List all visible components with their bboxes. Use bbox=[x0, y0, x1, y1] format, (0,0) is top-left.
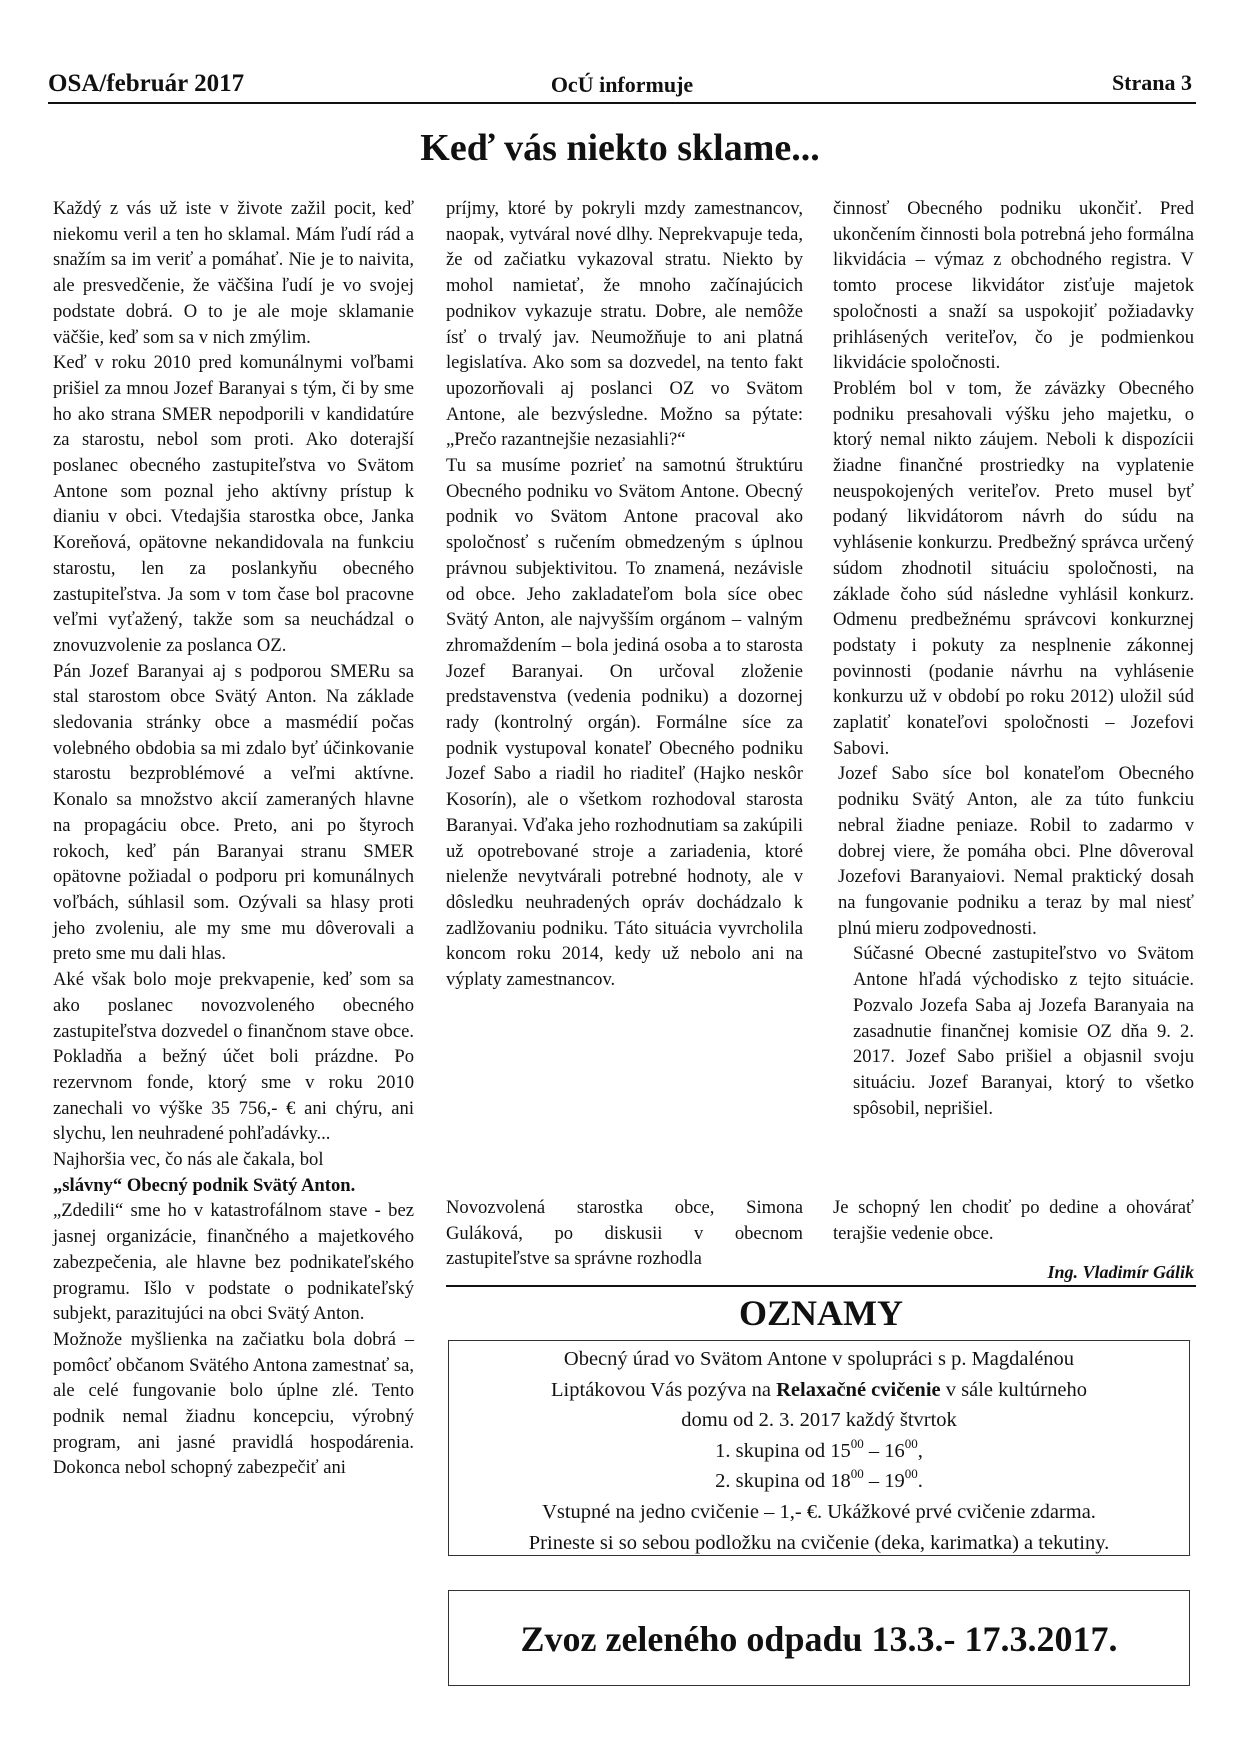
notice-line bbox=[449, 1375, 1189, 1406]
notice-line: Obecný úrad vo Svätom Antone v spolupráci s p. Magdalénou bbox=[563, 1348, 1075, 1370]
group-label: 1. skupina od bbox=[715, 1439, 831, 1462]
end-minutes: 00 bbox=[904, 1435, 918, 1451]
paragraph: Novozvolená starostka obce, Simona Guláková, po diskusii v obecnom zastupiteľstve sa správne rozhodla bbox=[446, 1197, 803, 1270]
page-header bbox=[48, 68, 1196, 104]
paragraph: Súčasné Obecné zastupiteľstvo vo Svätom Antone hľadá východisko z tejto situácie. Pozvalo Jozefa Saba aj Jozefa Baranyaia na zasadnutie finančnej komisie OZ dňa 9. 2. 2017. Jozef Sabo prišiel a objasnil svoju situáciu. Jozef Baranyai, ktorý to všetko spôsobil, neprišiel. bbox=[853, 943, 1194, 1119]
paragraph: Každý z vás už iste v živote zažil pocit, keď niekomu veril a ten ho sklamal. Mám ľudí rád a snažím sa im veriť a pomáhať. Nie je to naivita, ale presvedčenie, že väčšina ľudí je vo svojej podstate dobrá. O to je ale moje sklamanie väčšie, keď som sa v nich zmýlim. bbox=[53, 198, 414, 348]
author-signature: Ing. Vladimír Gálik bbox=[1047, 1262, 1194, 1282]
paragraph: Možnože myšlienka na začiatku bola dobrá – pomôcť občanom Svätého Antona zamestnať sa, ale celé fungovanie bolo úplne zlé. Tento podnik nemal žiadnu koncepciu, výrobný program, ani jasné pravidlá hospodárenia. Dokonca nebol schopný zabezpečiť ani bbox=[53, 1328, 414, 1479]
bring-line: Prineste si so sebou podložku na cvičenie (deka, karimatka) a tekutiny. bbox=[528, 1531, 1110, 1554]
paragraph: Je schopný len chodiť po dedine a ohovárať terajšie vedenie obce. bbox=[833, 1197, 1194, 1244]
paragraph: Keď v roku 2010 pred komunálnymi voľbami prišiel za mnou Jozef Baranyai s tým, či by sme ho ako strana SMER nepodporili v kandidatúre za starostu, nebol som proti. Ako doterajší poslanec obecného zastupiteľstva vo Svätom Antone som poznal jeho aktívny prístup k dianiu v obci. Vtedajšia starostka obce, Janka Koreňová, opätovne nekandidovala na funkciu starostu, len za poslankyňu obecného zastupiteľstva. Ja som v tom čase bol pracovne veľmi vyťažený, takže som sa neuchádzal o znovuzvolenie za poslanca OZ. bbox=[53, 352, 414, 656]
green-waste-collection-notice bbox=[448, 1590, 1190, 1686]
bold-company-name: „slávny“ Obecný podnik Svätý Anton. bbox=[53, 1174, 356, 1196]
notice-line: domu od 2. 3. 2017 každý štvrtok bbox=[681, 1409, 957, 1432]
article-column-2-tail bbox=[446, 1195, 803, 1272]
relaxation-exercise-notice bbox=[448, 1340, 1190, 1556]
group-label: 2. skupina od bbox=[715, 1470, 831, 1493]
end-minutes: 00 bbox=[904, 1466, 918, 1482]
article-column-2 bbox=[446, 196, 803, 993]
group-2-schedule: 2. skupina od $18^{00} - 19^{00}$. bbox=[715, 1466, 923, 1493]
section-divider bbox=[446, 1285, 1196, 1287]
paragraph: Tu sa musíme pozrieť na samotnú štruktúru Obecného podniku vo Svätom Antone. Obecný podnik vo Svätom Antone pracoval ako spoločnosť s ručením obmedzeným s úplnou právnou subjektivitou. To znamená, nezávisle od obce. Jeho zakladateľom bola síce obec Svätý Anton, ale najvyšším orgánom – valným zhromaždením – bola jediná osoba a to starosta Jozef Baranyai. On určoval zloženie predstavenstva (vedenia podniku) a dozornej rady (kontrolný orgán). Formálne síce za podnik vystupoval konateľ Obecného podniku Jozef Sabo a riadil ho riaditeľ (Hajko neskôr Kosorín), ale o všetkom rozhodoval starosta Baranyai. Vďaka jeho rozhodnutiam sa zakúpili už opotrebované stroje a zariadenia, ktoré nielenže nevytvárali potrebné hodnoty, ale v dôsledku neuhradených opráv dochádzalo k zadlžovaniu podniku. Táto situácia vyvrcholila koncom roku 2014, kedy už nebolo ani na výplaty zamestnancov. bbox=[446, 455, 803, 991]
paragraph: „Zdedili“ sme ho v katastrofálnom stave - bez jasnej organizácie, finančného a majetkového zabezpečenia, ale hlavne bez podnikateľského programu. Išlo v podstate o podnikateľský subjekt, parazitujúci na obci Svätý Anton. bbox=[53, 1200, 414, 1325]
announcements-title: OZNAMY bbox=[739, 1293, 903, 1333]
group-1-schedule: 1. skupina od $15^{00} - 16^{00}$, bbox=[715, 1435, 923, 1462]
section-label: OcÚ informuje bbox=[550, 72, 694, 97]
paragraph: Aké však bolo moje prekvapenie, keď som sa ako poslanec novozvoleného obecného zastupiteľstva dozvedel o finančnom stave obce. Pokladňa a bežný účet boli prázdne. Po rezervnom fonde, ktorý sme v roku 2010 zanechali vo výške 35 756,- € ani chýru, ani slychu, len neuhradené pohľadávky... bbox=[53, 969, 414, 1145]
paragraph: činnosť Obecného podniku ukončiť. Pred ukončením činnosti bola potrebná jeho formálna likvidácia – výmaz z obchodného registra. V tomto procese likvidátor zisťuje majetok spoločnosti a snaží sa uspokojiť požiadavky prihlásených veriteľov, čo je podmienkou likvidácie spoločnosti. bbox=[833, 198, 1194, 374]
end-hour: 16 bbox=[884, 1439, 905, 1462]
paragraph: Pán Jozef Baranyai aj s podporou SMERu sa stal starostom obce Svätý Anton. Na základe sledovania stránky obce a masmédií počas volebného obdobia sa mi zdalo byť účinkovanie starostu bezproblémové a veľmi aktívne. Konalo sa množstvo akcií zameraných hlavne na propagáciu obce. Preto, ani po štyroch rokoch, keď pán Baranyai stranu SMER opätovne požiadal o podporu pri komunálnych voľbách, súhlasil som. Ozývali sa hlasy proti jeho zvoleniu, ale my sme mu dôverovali a preto sme mu dali hlas. bbox=[53, 660, 414, 965]
article-title: Keď vás niekto sklame... bbox=[420, 127, 820, 169]
article-column-3-tail bbox=[833, 1195, 1194, 1246]
event-name: Relaxačné cvičenie bbox=[776, 1378, 941, 1401]
paragraph: Jozef Sabo síce bol konateľom Obecného podniku Svätý Anton, ale za túto funkciu nebral žiadne peniaze. Robil to zadarmo v dobrej viere, že pomáha obci. Plne dôveroval Jozefovi Baranyaiovi. Nemal praktický dosah na fungovanie podniku a teraz by mal niesť plnú mieru zodpovednosti. bbox=[838, 763, 1194, 939]
waste-collection-text: Zvoz zeleného odpadu 13.3.- 17.3.2017. bbox=[520, 1619, 1118, 1659]
notice-text: v sále kultúrneho bbox=[940, 1378, 1087, 1401]
notice-text: Liptákovou Vás pozýva na bbox=[551, 1378, 777, 1401]
start-minutes: 00 bbox=[850, 1435, 864, 1451]
page-number: Strana 3 bbox=[1111, 70, 1192, 95]
paragraph: Problém bol v tom, že záväzky Obecného podniku presahovali výšku jeho majetku, o ktorý nemal nikto záujem. Neboli k dispozícii žiadne finančné prostriedky na vyplatenie neuspokojených veriteľov. Preto musel byť podaný likvidátorom návrh do súdu na vyhlásenie konkurzu. Predbežný správca určený súdom zhodnotil situáciu spoločnosti, na základe čoho súd následne vyhlásil konkurz. Odmenu predbežnému správcovi konkurznej podstaty i pokuty za nesplnenie zákonnej povinnosti (podanie návrhu na vyhlásenie konkurzu už v období po roku 2012) uložil súd zaplatiť konateľovi spoločnosti – Jozefovi Sabovi. bbox=[833, 377, 1194, 759]
start-hour: 18 bbox=[830, 1470, 851, 1493]
fee-line: Vstupné na jedno cvičenie – 1,- €. Ukážkové prvé cvičenie zdarma. bbox=[542, 1500, 1096, 1523]
start-minutes: 00 bbox=[850, 1466, 864, 1482]
issue-label: OSA/február 2017 bbox=[48, 70, 245, 97]
paragraph: Najhoršia vec, čo nás ale čakala, bol bbox=[53, 1149, 324, 1171]
paragraph: príjmy, ktoré by pokryli mzdy zamestnancov, naopak, vytváral nové dlhy. Neprekvapuje teda, že od začiatku vykazoval stratu. Niekto by mohol namietať, že mnoho začínajúcich podnikov vykazuje stratu. Dobre, ale nemôže ísť o trvalý jav. Neumožňuje to ani platná legislatíva. Ako som sa dozvedel, na tento fakt upozorňovali aj poslanci OZ vo Svätom Antone, ale bezvýsledne. Možno sa pýtate: „Prečo razantnejšie nezasiahli?“ bbox=[446, 198, 803, 451]
article-column-3 bbox=[833, 196, 1194, 1121]
end-hour: 19 bbox=[884, 1470, 905, 1493]
start-hour: 15 bbox=[830, 1439, 851, 1462]
article-column-1 bbox=[53, 196, 414, 1481]
